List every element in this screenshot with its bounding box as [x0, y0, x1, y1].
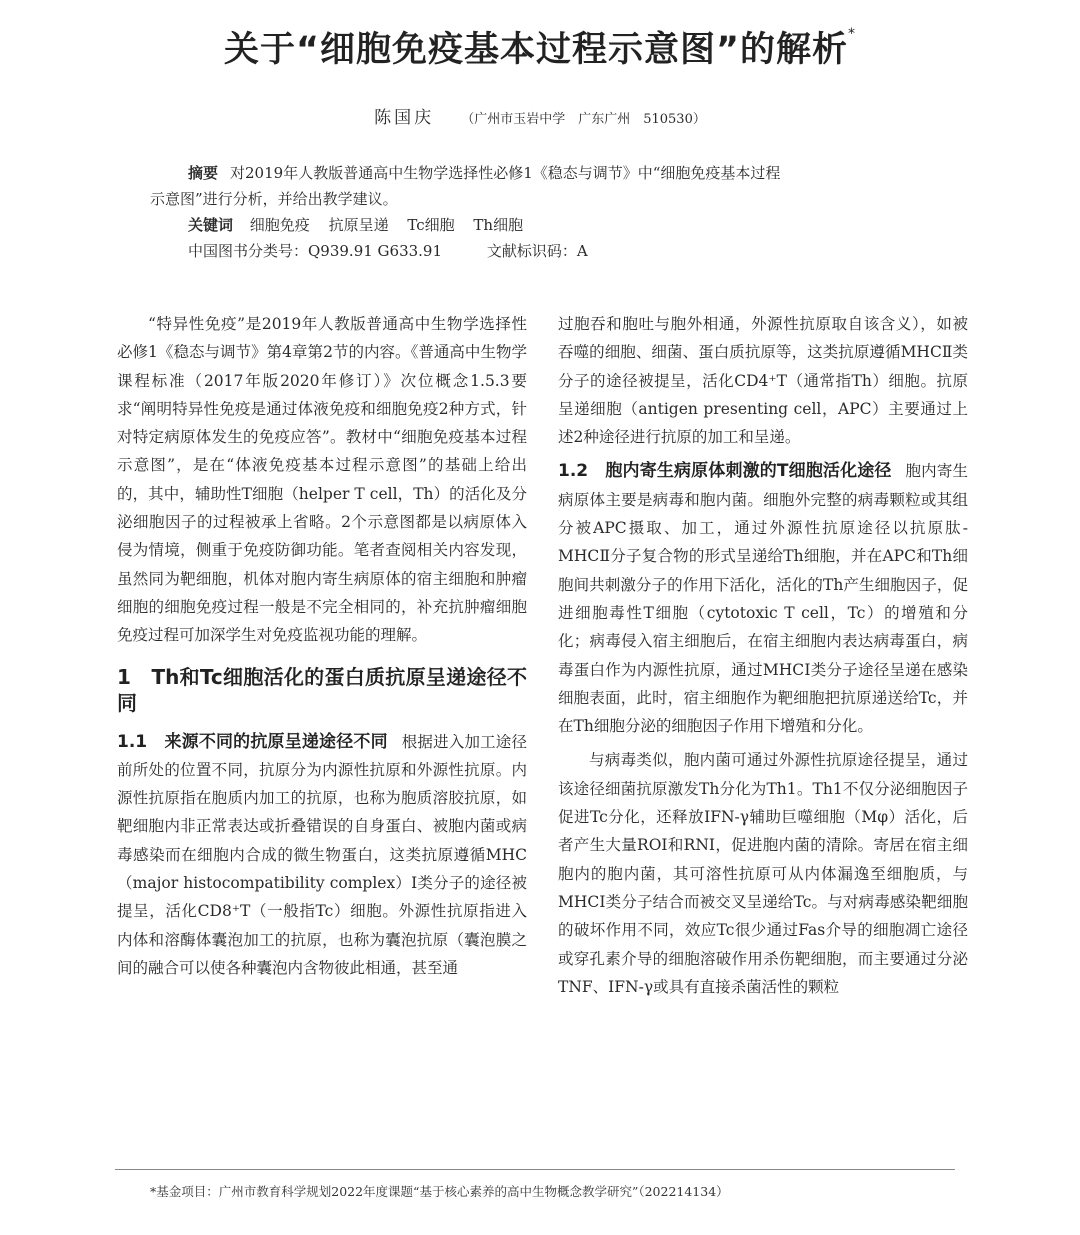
bacteria-paragraph: 与病毒类似，胞内菌可通过外源性抗原途径提呈，通过该途径细菌抗原激发Th分化为Th1。Th1不仅分泌细胞因子促进Tc分化，还释放IFN-γ辅助巨噬细胞（Mφ）活化，后者产生大量ROI和RNI，促进胞内菌的清除。寄居在宿主细胞内的胞内菌，其可溶性抗原可从内体漏逸至细胞质，与MHCⅠ类分子结合而被交叉呈递给Tc。与对病毒感染靶细胞的破坏作用不同，效应Tc很少通过Fas介导的细胞凋亡途径或穿孔素介导的细胞溶破作用杀伤靶细胞，而主要通过分泌TNF、IFN-γ或具有直接杀菌活性的颗粒 — [558, 751, 968, 996]
abstract-text-line1: 对2019年人教版普通高中生物学选择性必修1《稳态与调节》中“细胞免疫基本过程 — [230, 164, 781, 182]
footnote-marker: * — [848, 26, 856, 42]
keywords-row — [150, 212, 950, 238]
classification-number: 中国图书分类号：Q939.91 G633.91 — [188, 242, 443, 260]
intro-paragraph: “特异性免疫”是2019年人教版普通高中生物学选择性必修1《稳态与调节》第4章第2节的内容。《普通高中生物学课程标准（2017年版2020年修订）》次位概念1.5.3要求“阐明特异性免疫是通过体液免疫和细胞免疫2种方式，针对特定病原体发生的免疫应答”。教材中“细胞免疫基本过程示意图”，是在“体液免疫基本过程示意图”的基础上给出的，其中，辅助性T细胞（helper T cell，Th）的活化及分泌细胞因子的过程被承上省略。2个示意图都是以病原体入侵为情境，侧重于免疫防御功能。笔者查阅相关内容发现，虽然同为靶细胞，机体对胞内寄生病原体的宿主细胞和肿瘤细胞的细胞免疫过程一般是不完全相同的，补充抗肿瘤细胞免疫过程可加深学生对免疫监视功能的理解。 — [117, 315, 527, 645]
section-1-1-heading: 1.1 来源不同的抗原呈递途径不同 — [117, 731, 388, 752]
keywords-label: 关键词 — [188, 216, 234, 234]
keyword: Th细胞 — [473, 216, 524, 234]
abstract-text-line2: 示意图”进行分析，并给出教学建议。 — [150, 190, 398, 208]
article-title-text: 关于“细胞免疫基本过程示意图”的解析 — [223, 30, 848, 70]
author-name: 陈国庆 — [374, 108, 435, 128]
footnote-divider — [115, 1169, 955, 1170]
section-1-2-paragraph — [558, 457, 968, 740]
section-1-1-paragraph — [117, 728, 527, 983]
section-1-2-heading: 1.2 胞内寄生病原体刺激的T细胞活化途径 — [558, 461, 892, 482]
abstract-label: 摘要 — [188, 164, 219, 182]
article-title — [0, 22, 1080, 72]
left-column — [117, 310, 527, 982]
right-column — [558, 310, 968, 1001]
abstract-row — [150, 160, 950, 186]
keyword: Tc细胞 — [407, 216, 455, 234]
section-1-1-text: 根据进入加工途径前所处的位置不同，抗原分为内源性抗原和外源性抗原。内源性抗原指在胞质内加工的抗原，也称为胞质溶胶抗原，如靶细胞内非正常表达或折叠错误的自身蛋白、被胞内菌或病毒感染而在细胞内合成的微生物蛋白，这类抗原遵循MHC（major histocompatibility complex）Ⅰ类分子的途径被提呈，活化CD8⁺T（一般指Tc）细胞。外源性抗原指进入内体和溶酶体囊泡加工的抗原，也称为囊泡抗原（囊泡膜之间的融合可以使各种囊泡内含物彼此相通，甚至通 — [117, 732, 527, 977]
continuation-paragraph: 过胞吞和胞吐与胞外相通，外源性抗原取自该含义），如被吞噬的细胞、细菌、蛋白质抗原等，这类抗原遵循MHCⅡ类分子的途径被提呈，活化CD4⁺T（通常指Th）细胞。抗原呈递细胞（antigen presenting cell，APC）主要通过上述2种途径进行抗原的加工和呈递。 — [558, 315, 968, 447]
keyword: 细胞免疫 — [249, 216, 310, 234]
author-affiliation: （广州市玉岩中学 广东广州 510530） — [461, 112, 706, 127]
keyword: 抗原呈递 — [328, 216, 389, 234]
classification-row — [188, 238, 950, 264]
author-line — [0, 103, 1080, 128]
section-1-heading: 1 Th和Tc细胞活化的蛋白质抗原呈递途径不同 — [117, 664, 527, 715]
section-1-2-text: 胞内寄生病原体主要是病毒和胞内菌。细胞外完整的病毒颗粒或其组分被APC摄取、加工，通过外源性抗原途径以抗原肽-MHCⅡ分子复合物的形式呈递给Th细胞，并在APC和Th细胞间共刺激分子的作用下活化，活化的Th产生细胞因子，促进细胞毒性T细胞（cytotoxic T cell，Tc）的增殖和分化；病毒侵入宿主细胞后，在宿主细胞内表达病毒蛋白，病毒蛋白作为内源性抗原，通过MHCⅠ类分子途径呈递在感染细胞表面，此时，宿主细胞作为靶细胞把抗原递送给Tc，并在Th细胞分泌的细胞因子作用下增殖和分化。 — [558, 462, 968, 736]
funding-footnote: *基金项目：广州市教育科学规划2022年度课题“基于核心素养的高中生物概念教学研究”（202214134） — [150, 1184, 729, 1199]
abstract-block — [150, 160, 950, 264]
document-code: 文献标识码：A — [486, 242, 588, 260]
